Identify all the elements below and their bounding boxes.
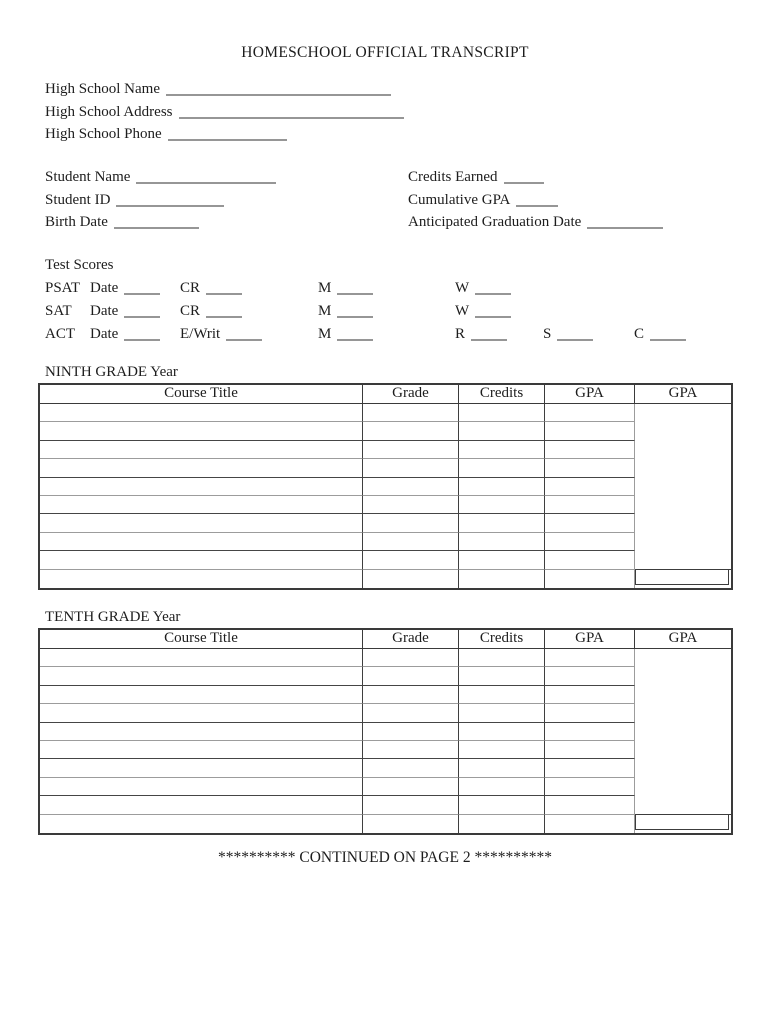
- m-label: M: [318, 325, 332, 342]
- credits-cell[interactable]: [459, 759, 545, 777]
- credits-cell[interactable]: [459, 686, 545, 704]
- ninth-grade-table: [38, 383, 733, 590]
- act-date-field: [90, 326, 160, 343]
- grade-cell[interactable]: [363, 686, 459, 704]
- column-header-credits-3: Credits: [459, 385, 545, 404]
- year-gpa-total-cell-wrap: [635, 815, 731, 833]
- date-label: Date: [90, 302, 119, 319]
- sat-date-blank-line[interactable]: [124, 315, 160, 317]
- sat-cr-field: [180, 303, 242, 320]
- w-label: W: [455, 302, 470, 319]
- page-title: HOMESCHOOL OFFICIAL TRANSCRIPT: [241, 44, 529, 61]
- gpa-cell[interactable]: [545, 649, 635, 667]
- column-header-gpa-5: GPA: [635, 385, 731, 404]
- gpa-cell[interactable]: [545, 704, 635, 722]
- test-scores-heading: Test Scores: [45, 257, 114, 273]
- act-s-blank-line[interactable]: [557, 338, 593, 340]
- gpa-cell[interactable]: [545, 514, 635, 532]
- grade-cell[interactable]: [363, 551, 459, 569]
- cumulative-gpa-label: Cumulative GPA: [408, 191, 511, 208]
- psat-row: [45, 280, 745, 303]
- credits-cell[interactable]: [459, 778, 545, 796]
- gpa-cell[interactable]: [545, 459, 635, 477]
- course-title-cell[interactable]: [40, 422, 363, 440]
- psat-w-field: [455, 280, 511, 297]
- credits-cell[interactable]: [459, 533, 545, 551]
- anticipated-graduation-date-blank-line[interactable]: [587, 227, 663, 229]
- grade-cell[interactable]: [363, 704, 459, 722]
- anticipated-graduation-date-label: Anticipated Graduation Date: [408, 214, 582, 231]
- gpa-cell[interactable]: [545, 778, 635, 796]
- year-gpa-merged-cell[interactable]: [635, 649, 731, 815]
- course-title-cell[interactable]: [40, 649, 363, 667]
- credits-cell[interactable]: [459, 741, 545, 759]
- high-school-phone-blank-line[interactable]: [168, 139, 287, 141]
- course-title-cell[interactable]: [40, 778, 363, 796]
- grade-cell[interactable]: [363, 533, 459, 551]
- course-title-cell[interactable]: [40, 704, 363, 722]
- w-label: W: [455, 280, 470, 296]
- cumulative-gpa-blank-line[interactable]: [516, 204, 558, 206]
- m-label: M: [318, 280, 332, 296]
- psat-m-blank-line[interactable]: [337, 293, 373, 295]
- year-gpa-total-cell[interactable]: [635, 814, 729, 831]
- high-school-name-label: High School Name: [45, 81, 160, 97]
- act-c-field: [634, 326, 686, 343]
- field-high-school-name: [45, 81, 404, 104]
- course-title-cell[interactable]: [40, 459, 363, 477]
- act-date-blank-line[interactable]: [124, 338, 160, 340]
- psat-date-field: [90, 280, 160, 297]
- grade-cell[interactable]: [363, 667, 459, 685]
- column-header-grade-2: Grade: [363, 385, 459, 404]
- student-id-blank-line[interactable]: [116, 204, 224, 206]
- credits-cell[interactable]: [459, 514, 545, 532]
- gpa-cell[interactable]: [545, 570, 635, 588]
- psat-label: PSAT: [45, 280, 81, 296]
- gpa-cell[interactable]: [545, 759, 635, 777]
- act-row: [45, 326, 745, 349]
- cr-label: CR: [180, 280, 201, 296]
- high-school-phone-label: High School Phone: [45, 126, 162, 143]
- high-school-address-blank-line[interactable]: [179, 116, 404, 118]
- gpa-cell[interactable]: [545, 533, 635, 551]
- field-high-school-phone: [45, 126, 404, 149]
- sat-label: SAT: [45, 302, 72, 319]
- gpa-cell[interactable]: [545, 815, 635, 833]
- field-high-school-address: [45, 104, 404, 127]
- sat-m-field: [318, 303, 373, 320]
- credits-cell[interactable]: [459, 796, 545, 814]
- birth-date-label: Birth Date: [45, 214, 108, 231]
- course-title-cell[interactable]: [40, 667, 363, 685]
- student-info-left: [45, 169, 276, 237]
- credits-cell[interactable]: [459, 704, 545, 722]
- date-label: Date: [90, 280, 119, 296]
- sat-m-blank-line[interactable]: [337, 315, 373, 317]
- act-r-blank-line[interactable]: [471, 338, 507, 340]
- column-header-gpa-4: GPA: [545, 385, 635, 404]
- course-title-cell[interactable]: [40, 404, 363, 422]
- credits-cell[interactable]: [459, 404, 545, 422]
- course-title-cell[interactable]: [40, 441, 363, 459]
- student-info-right: [408, 169, 663, 237]
- grade-cell[interactable]: [363, 723, 459, 741]
- sat-cr-blank-line[interactable]: [206, 315, 242, 317]
- grade-cell[interactable]: [363, 441, 459, 459]
- column-header-grade-2: Grade: [363, 630, 459, 649]
- grade-cell[interactable]: [363, 404, 459, 422]
- credits-cell[interactable]: [459, 459, 545, 477]
- field-student-id: [45, 192, 276, 215]
- course-title-cell[interactable]: [40, 723, 363, 741]
- course-title-cell[interactable]: [40, 686, 363, 704]
- cr-label: CR: [180, 302, 201, 319]
- year-gpa-total-cell-wrap: [635, 570, 731, 588]
- gpa-cell[interactable]: [545, 422, 635, 440]
- credits-earned-label: Credits Earned: [408, 169, 498, 185]
- grade-cell[interactable]: [363, 478, 459, 496]
- gpa-cell[interactable]: [545, 496, 635, 514]
- grade-cell[interactable]: [363, 815, 459, 833]
- ninth-grade-section-title: NINTH GRADE Year: [45, 364, 178, 380]
- course-title-cell[interactable]: [40, 533, 363, 551]
- act-m-blank-line[interactable]: [337, 338, 373, 340]
- act-e-writ-blank-line[interactable]: [226, 338, 262, 340]
- student-id-label: Student ID: [45, 191, 111, 208]
- psat-date-blank-line[interactable]: [124, 293, 160, 295]
- student-name-blank-line[interactable]: [136, 182, 276, 184]
- course-title-cell[interactable]: [40, 496, 363, 514]
- school-info-section: [45, 81, 404, 149]
- m-label: M: [318, 302, 332, 319]
- act-e-writ-field: [180, 326, 262, 343]
- course-title-cell[interactable]: [40, 570, 363, 588]
- course-title-cell[interactable]: [40, 741, 363, 759]
- sat-date-field: [90, 303, 160, 320]
- credits-cell[interactable]: [459, 815, 545, 833]
- course-title-cell[interactable]: [40, 478, 363, 496]
- grade-cell[interactable]: [363, 459, 459, 477]
- e-writ-label: E/Writ: [180, 325, 221, 342]
- sat-w-blank-line[interactable]: [475, 315, 511, 317]
- credits-cell[interactable]: [459, 422, 545, 440]
- psat-w-blank-line[interactable]: [475, 293, 511, 295]
- column-header-gpa-5: GPA: [635, 630, 731, 649]
- column-header-gpa-4: GPA: [545, 630, 635, 649]
- continued-note: ********** CONTINUED ON PAGE 2 **********: [218, 849, 552, 866]
- student-name-label: Student Name: [45, 169, 131, 185]
- tenth-grade-section-title: TENTH GRADE Year: [45, 609, 181, 625]
- r-label: R: [455, 325, 466, 342]
- date-label: Date: [90, 325, 119, 342]
- grade-cell[interactable]: [363, 778, 459, 796]
- grade-cell[interactable]: [363, 422, 459, 440]
- gpa-cell[interactable]: [545, 741, 635, 759]
- act-m-field: [318, 326, 373, 343]
- credits-cell[interactable]: [459, 649, 545, 667]
- high-school-name-blank-line[interactable]: [166, 94, 391, 96]
- credits-cell[interactable]: [459, 496, 545, 514]
- s-label: S: [543, 325, 552, 342]
- act-r-field: [455, 326, 507, 343]
- field-cumulative-gpa: [408, 192, 663, 215]
- credits-cell[interactable]: [459, 570, 545, 588]
- tenth-grade-table: [38, 628, 733, 835]
- psat-m-field: [318, 280, 373, 297]
- course-title-cell[interactable]: [40, 551, 363, 569]
- credits-cell[interactable]: [459, 667, 545, 685]
- credits-cell[interactable]: [459, 441, 545, 459]
- act-s-field: [543, 326, 593, 343]
- year-gpa-total-cell[interactable]: [635, 569, 729, 586]
- course-title-cell[interactable]: [40, 796, 363, 814]
- column-header-course-title-1: Course Title: [40, 385, 363, 404]
- course-title-cell[interactable]: [40, 759, 363, 777]
- c-label: C: [634, 325, 645, 342]
- gpa-cell[interactable]: [545, 404, 635, 422]
- sat-w-field: [455, 303, 511, 320]
- act-label: ACT: [45, 325, 75, 342]
- grade-cell[interactable]: [363, 759, 459, 777]
- credits-cell[interactable]: [459, 551, 545, 569]
- credits-cell[interactable]: [459, 723, 545, 741]
- column-header-course-title-1: Course Title: [40, 630, 363, 649]
- psat-cr-field: [180, 280, 242, 297]
- field-birth-date: [45, 214, 276, 237]
- gpa-cell[interactable]: [545, 667, 635, 685]
- sat-row: [45, 303, 745, 326]
- field-credits-earned: [408, 169, 663, 192]
- column-header-credits-3: Credits: [459, 630, 545, 649]
- test-scores-section: [45, 280, 745, 348]
- grade-cell[interactable]: [363, 796, 459, 814]
- gpa-cell[interactable]: [545, 551, 635, 569]
- grade-cell[interactable]: [363, 496, 459, 514]
- grade-cell[interactable]: [363, 741, 459, 759]
- high-school-address-label: High School Address: [45, 103, 173, 120]
- act-c-blank-line[interactable]: [650, 338, 686, 340]
- year-gpa-merged-cell[interactable]: [635, 404, 731, 570]
- field-student-name: [45, 169, 276, 192]
- gpa-cell[interactable]: [545, 478, 635, 496]
- credits-cell[interactable]: [459, 478, 545, 496]
- field-anticipated-graduation-date: [408, 214, 663, 237]
- gpa-cell[interactable]: [545, 723, 635, 741]
- gpa-cell[interactable]: [545, 441, 635, 459]
- grade-cell[interactable]: [363, 570, 459, 588]
- grade-cell[interactable]: [363, 649, 459, 667]
- birth-date-blank-line[interactable]: [114, 227, 199, 229]
- grade-cell[interactable]: [363, 514, 459, 532]
- credits-earned-blank-line[interactable]: [504, 182, 544, 184]
- gpa-cell[interactable]: [545, 796, 635, 814]
- psat-cr-blank-line[interactable]: [206, 293, 242, 295]
- course-title-cell[interactable]: [40, 815, 363, 833]
- gpa-cell[interactable]: [545, 686, 635, 704]
- course-title-cell[interactable]: [40, 514, 363, 532]
